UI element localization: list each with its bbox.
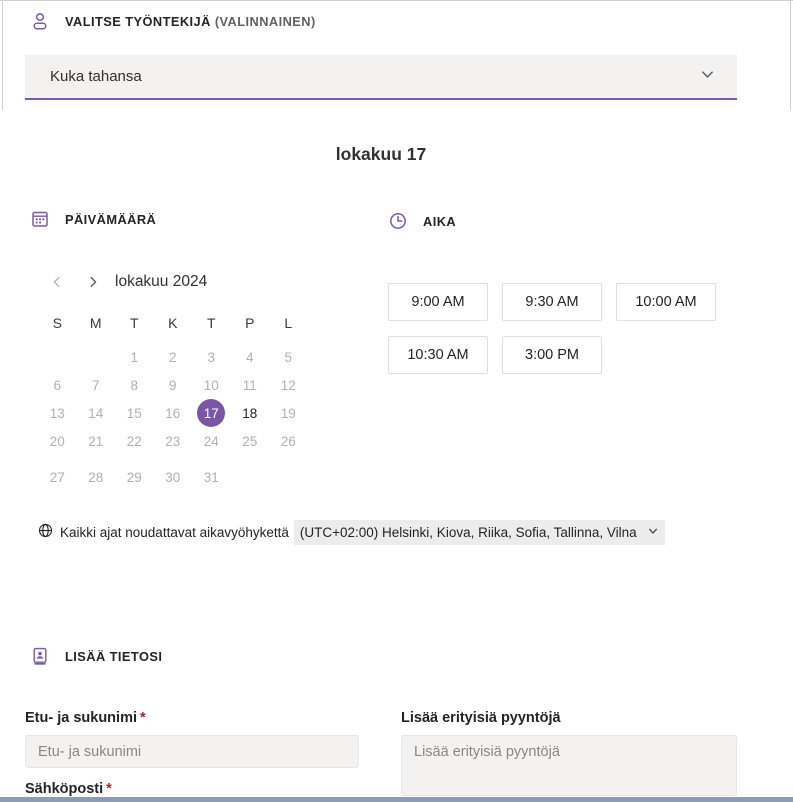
calendar-day-21: 21 <box>88 433 104 449</box>
time-slot-button[interactable]: 3:00 PM <box>502 336 602 374</box>
date-section-title: PÄIVÄMÄÄRÄ <box>65 211 157 227</box>
calendar-day-17[interactable]: 17 <box>192 399 231 427</box>
time-slot-button[interactable]: 9:00 AM <box>388 283 488 321</box>
email-field-label: Sähköposti * <box>25 781 112 797</box>
calendar-day-31: 31 <box>203 469 219 485</box>
calendar-day-16: 16 <box>165 405 181 421</box>
timezone-selected-value: (UTC+02:00) Helsinki, Kiova, Riika, Sofia, Tallinna, Vilna <box>299 524 637 540</box>
clock-icon <box>388 211 408 231</box>
calendar-day-empty <box>77 343 116 371</box>
staff-dropdown[interactable] <box>25 55 737 100</box>
staff-dropdown-value: Kuka tahansa <box>50 68 142 85</box>
calendar-weekday-header: L <box>284 315 293 331</box>
calendar-icon <box>30 209 50 229</box>
time-section <box>388 211 738 374</box>
calendar-day-26: 26 <box>280 433 296 449</box>
name-input[interactable] <box>25 735 359 768</box>
details-section-title: LISÄÄ TIETOSI <box>65 648 163 664</box>
time-slot-list <box>388 283 733 374</box>
contact-card-icon <box>30 646 50 666</box>
calendar-day-13: 13 <box>49 405 65 421</box>
calendar-weekday-header: T <box>206 315 216 331</box>
time-slot-button[interactable]: 10:30 AM <box>388 336 488 374</box>
calendar-day-29: 29 <box>126 469 142 485</box>
calendar-day-15: 15 <box>126 405 142 421</box>
person-icon <box>30 11 50 31</box>
bottom-divider-bar <box>0 797 793 802</box>
calendar-day-27: 27 <box>49 469 65 485</box>
calendar-day-14: 14 <box>88 405 104 421</box>
details-section <box>0 646 793 801</box>
staff-section-title: VALITSE TYÖNTEKIJÄ (VALINNAINEN) <box>65 13 316 29</box>
calendar-day-2: 2 <box>168 349 177 365</box>
date-section <box>30 209 388 491</box>
staff-picker-section <box>0 11 793 100</box>
calendar-day-28: 28 <box>88 469 104 485</box>
calendar-day-23: 23 <box>165 433 181 449</box>
calendar-day-24: 24 <box>203 433 219 449</box>
optional-label: (VALINNAINEN) <box>214 13 316 29</box>
next-month-button[interactable] <box>84 273 102 291</box>
requests-field-label: Lisää erityisiä pyyntöjä <box>401 710 561 726</box>
time-section-title: AIKA <box>423 213 457 229</box>
calendar-day-9: 9 <box>168 377 177 393</box>
timezone-label: Kaikki ajat noudattavat aikavyöhykettä <box>60 525 289 540</box>
form-right-column <box>401 710 737 801</box>
chevron-down-icon <box>700 67 715 87</box>
time-slot-button[interactable]: 9:30 AM <box>502 283 602 321</box>
calendar-day-22: 22 <box>126 433 142 449</box>
calendar-day-25: 25 <box>242 433 258 449</box>
timezone-bar <box>38 520 665 545</box>
calendar-day-3: 3 <box>207 349 215 365</box>
calendar-weekday-header: P <box>245 315 255 331</box>
calendar-day-20: 20 <box>49 433 65 449</box>
prev-month-button[interactable] <box>48 273 66 291</box>
required-asterisk: * <box>140 710 146 726</box>
calendar-weekday-header: K <box>168 315 178 331</box>
calendar-day-30: 30 <box>165 469 181 485</box>
calendar-nav <box>30 273 388 291</box>
calendar-day-empty <box>231 455 270 491</box>
time-slot-button[interactable]: 10:00 AM <box>616 283 716 321</box>
name-field-label: Etu- ja sukunimi * <box>25 710 146 726</box>
calendar-weekday-header: M <box>89 315 102 331</box>
calendar-day-empty <box>269 455 308 491</box>
calendar-day-12: 12 <box>280 377 296 393</box>
calendar-weekday-header: T <box>129 315 139 331</box>
calendar-day-18[interactable]: 18 <box>242 405 258 421</box>
calendar-weekday-header: S <box>52 315 62 331</box>
calendar-day-6: 6 <box>53 377 61 393</box>
calendar-grid <box>38 311 388 491</box>
special-requests-textarea[interactable] <box>401 735 737 796</box>
calendar-day-4: 4 <box>245 349 254 365</box>
calendar-day-empty <box>38 343 77 371</box>
chevron-down-icon <box>648 523 658 541</box>
required-asterisk: * <box>106 781 112 797</box>
timezone-select[interactable] <box>294 520 665 545</box>
selected-date-heading: lokakuu 17 <box>335 144 427 164</box>
calendar-day-5: 5 <box>284 349 292 365</box>
globe-icon <box>38 523 53 543</box>
calendar-month-label: lokakuu 2024 <box>115 273 208 290</box>
calendar-day-1: 1 <box>130 349 138 365</box>
calendar-day-10: 10 <box>203 377 219 393</box>
calendar-day-8: 8 <box>130 377 138 393</box>
calendar-day-11: 11 <box>242 377 257 393</box>
calendar-day-7: 7 <box>91 377 100 393</box>
calendar-day-19: 19 <box>280 405 296 421</box>
form-left-column <box>25 710 359 801</box>
